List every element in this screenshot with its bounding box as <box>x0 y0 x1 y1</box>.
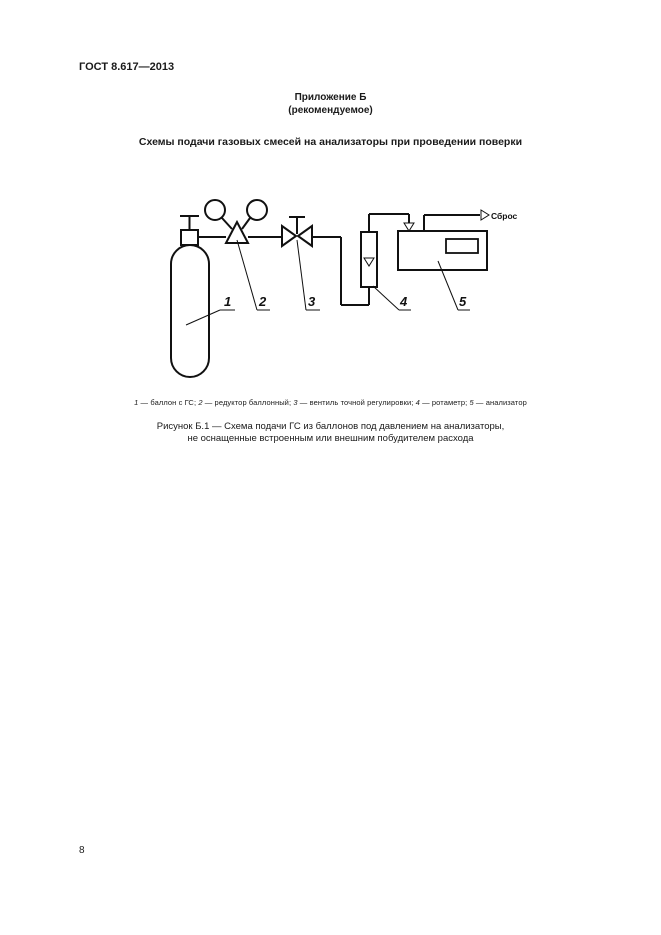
figure-legend <box>0 398 661 407</box>
rotameter <box>361 232 377 287</box>
appendix-title: Приложение Б <box>294 92 367 103</box>
appendix-subtitle: (рекомендуемое) <box>288 105 373 116</box>
inlet-arrow-icon <box>404 223 414 231</box>
label-analyzer: 5 <box>459 294 467 309</box>
legend-item: 2 — редуктор баллонный; <box>198 398 294 407</box>
legend-item: 1 — баллон с ГС; <box>134 398 199 407</box>
gas-supply-diagram <box>0 190 661 390</box>
fine-control-valve <box>282 226 296 246</box>
exhaust-label: Сброс <box>491 211 518 221</box>
cylinder-neck <box>181 230 198 245</box>
figure-caption <box>0 421 661 445</box>
analyzer <box>398 231 487 270</box>
exhaust-arrow-icon <box>481 210 489 220</box>
gas-cylinder <box>171 245 209 377</box>
section-title: Схемы подачи газовых смесей на анализаторы при проведении поверки <box>138 136 523 148</box>
pressure-gauge-left <box>205 200 225 220</box>
label-cylinder: 1 <box>224 294 232 309</box>
caption-line-1: Рисунок Б.1 — Схема подачи ГС из баллонов под давлением на анализаторы, <box>156 421 505 432</box>
caption-line-2: не оснащенные встроенным или внешним побудителем расхода <box>187 433 474 444</box>
document-header: ГОСТ 8.617—2013 <box>79 61 175 73</box>
page-number: 8 <box>79 845 85 856</box>
legend-item: 5 — анализатор <box>469 398 527 407</box>
legend-item: 3 — вентиль точной регулировки; <box>293 398 416 407</box>
label-rotameter: 4 <box>400 294 408 309</box>
legend-item: 4 — ротаметр; <box>415 398 470 407</box>
appendix-heading <box>0 91 661 117</box>
label-regulator: 2 <box>259 294 267 309</box>
label-valve: 3 <box>308 294 316 309</box>
pressure-gauge-right <box>247 200 267 220</box>
